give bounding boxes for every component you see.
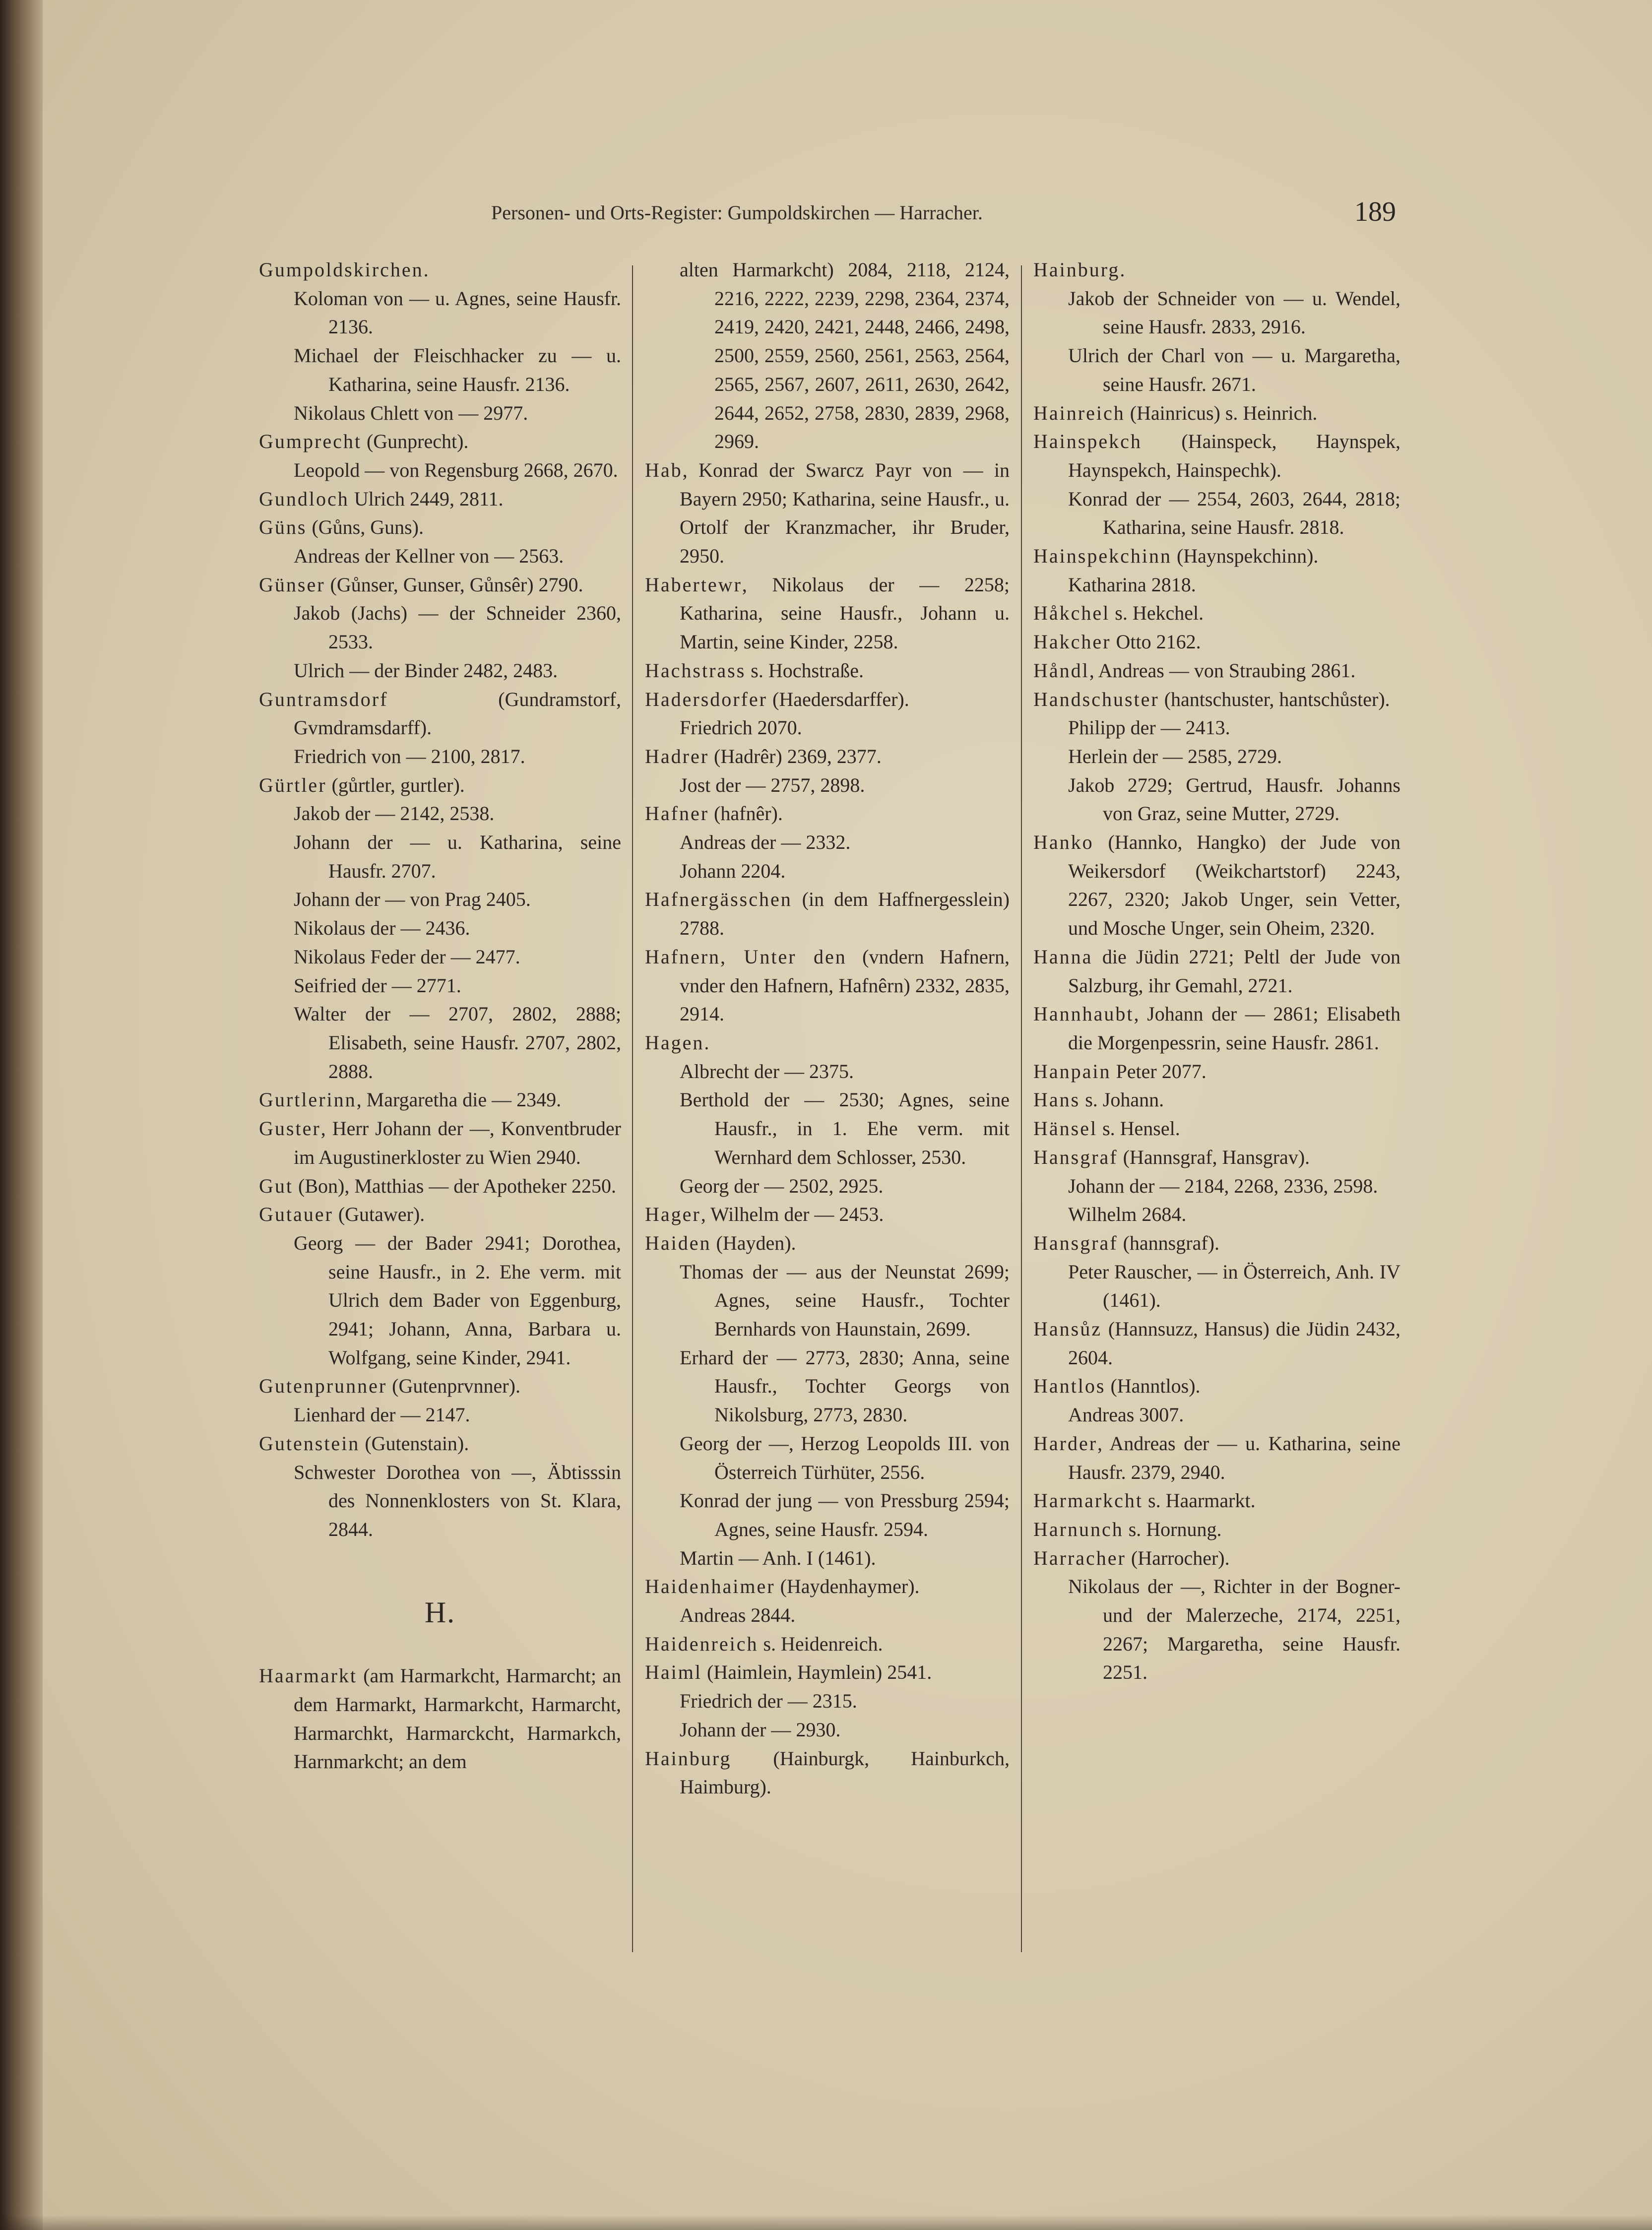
index-entry (1033, 685, 1400, 714)
index-entry (645, 456, 1010, 571)
index-entry (1033, 1000, 1400, 1057)
index-headword: Hainburg (645, 1747, 732, 1770)
index-subentry (259, 1000, 621, 1085)
index-text: (Gunprecht). (361, 430, 469, 453)
index-entry (645, 1572, 1010, 1601)
index-headword: Håndl (1033, 659, 1089, 682)
index-entry (259, 1085, 621, 1114)
index-headword: Harmarkcht (1033, 1489, 1144, 1512)
index-entry (1033, 943, 1400, 1000)
index-subentry (1033, 284, 1400, 341)
index-text: Albrecht der — 2375. (680, 1060, 854, 1083)
index-subentry (1033, 485, 1400, 542)
index-entry (1033, 1085, 1400, 1114)
index-entry (1033, 427, 1400, 484)
index-subentry (259, 799, 621, 828)
index-text: Georg der —, Herzog Leopolds III. von Österreich Türhüter, 2556. (680, 1432, 1010, 1483)
index-subentry (1033, 571, 1400, 599)
index-text: Nikolaus Feder der — 2477. (294, 945, 520, 968)
index-text: (hannsgraf). (1118, 1231, 1219, 1254)
index-text: Jakob (Jachs) — der Schneider 2360, 2533. (294, 602, 621, 653)
index-subentry (1033, 1401, 1400, 1429)
index-headword: Hadrer (645, 745, 709, 767)
index-headword: Gundloch (259, 487, 349, 510)
index-text: s. Heidenreich. (758, 1632, 883, 1655)
index-headword: Hainburg. (1033, 258, 1127, 281)
index-entry (1033, 1515, 1400, 1544)
index-text: (Hainburgk, Hainburkch, Haimburg). (680, 1747, 1010, 1798)
index-entry (645, 1200, 1010, 1229)
index-headword: Haarmarkt (259, 1664, 358, 1687)
index-subentry (1033, 1172, 1400, 1201)
index-text: Schwester Dorothea von —, Äbtisssin des Nonnenklosters von St. Klara, 2844. (294, 1461, 621, 1540)
index-subentry (645, 1687, 1010, 1716)
index-headword: Gumpoldskirchen. (259, 258, 430, 281)
index-subentry (259, 828, 621, 885)
index-entry (1033, 255, 1400, 284)
index-subentry (645, 1172, 1010, 1201)
index-text: alten Harmarkcht) 2084, 2118, 2124, 2216, 2222, 2239, 2298, 2364, 2374, 2419, 2420, 2421, 2448, 2466, 2498, 2500, 2559, 2560, 2561, 2563, 2564, 2565, 2567, 2607, 2611, 2630, 2642, 2644, 2652, 2758, 2830, 2839, 2968, 2969. (680, 258, 1010, 453)
index-headword: Günser (259, 573, 325, 596)
index-text: Seifried der — 2771. (294, 974, 461, 997)
index-entry (645, 1028, 1010, 1057)
index-headword: Güns (259, 516, 307, 539)
index-subentry (259, 943, 621, 971)
index-headword: Gurtlerinn (259, 1088, 357, 1111)
index-headword: Hainspekch (1033, 430, 1142, 453)
index-entry (259, 1661, 621, 1776)
index-text: s. Haarmarkt. (1143, 1489, 1256, 1512)
page-bottom-edge (0, 2215, 1652, 2230)
index-entry (1033, 1057, 1400, 1086)
index-headword: Håkchel (1033, 602, 1110, 625)
index-text: (in dem Haffnergesslein) 2788. (680, 888, 1010, 940)
index-text: Konrad der jung — von Pressburg 2594; Agnes, seine Hausfr. 2594. (680, 1489, 1010, 1540)
index-text: Peter Rauscher, — in Österreich, Anh. IV (1461). (1068, 1260, 1400, 1312)
index-subentry (645, 771, 1010, 800)
index-headword: Hainreich (1033, 401, 1125, 424)
index-text: Jakob 2729; Gertrud, Hausfr. Johanns von Graz, seine Mutter, 2729. (1068, 773, 1400, 825)
index-subentry (1033, 1200, 1400, 1229)
index-entry (259, 1372, 621, 1401)
index-text: (Hainricus) s. Heinrich. (1125, 401, 1318, 424)
index-text: (Gutenstain). (360, 1432, 469, 1455)
index-headword: Handschuster (1033, 688, 1159, 710)
index-text: (am Harmarkcht, Harmarcht; an dem Harmarkt, Harmarkcht, Harmarcht, Harmarchkt, Harmarckcht, Harmarkch, Harnmarkcht; an dem (294, 1664, 621, 1773)
index-headword: Hafnergässchen (645, 888, 792, 911)
index-text: Johann der — 2930. (680, 1718, 841, 1741)
index-subentry (645, 255, 1010, 456)
index-headword: Gumprecht (259, 430, 362, 453)
index-headword: Habertewr (645, 573, 742, 596)
index-headword: Hadersdorfer (645, 688, 767, 710)
index-entry (259, 771, 621, 800)
index-headword: Hanna (1033, 945, 1093, 968)
index-headword: Harnunch (1033, 1518, 1124, 1540)
index-subentry (259, 284, 621, 341)
index-headword: Haiml (645, 1661, 702, 1684)
section-letter (259, 1595, 621, 1629)
index-column-middle (645, 255, 1010, 1801)
index-subentry (259, 885, 621, 914)
page-number: 189 (1354, 196, 1396, 227)
index-text: (Bon), Matthias — der Apotheker 2250. (293, 1174, 616, 1197)
index-subentry (645, 857, 1010, 886)
index-subentry (259, 542, 621, 571)
index-text: s. Johann. (1080, 1088, 1164, 1111)
index-entry (1033, 1114, 1400, 1143)
index-entry (645, 571, 1010, 656)
index-entry (1033, 628, 1400, 656)
index-text: , Andreas — von Straubing 2861. (1089, 659, 1356, 682)
index-headword: Hanpain (1033, 1060, 1111, 1083)
index-entry (1033, 1315, 1400, 1372)
index-subentry (259, 742, 621, 771)
index-headword: Hansgraf (1033, 1231, 1118, 1254)
index-text: Ulrich — der Binder 2482, 2483. (294, 659, 558, 682)
index-entry (259, 1200, 621, 1229)
index-headword: Hannhaubt (1033, 1003, 1134, 1025)
index-subentry (1033, 1572, 1400, 1687)
index-headword: Hab (645, 458, 683, 481)
index-headword: Guster (259, 1117, 321, 1140)
index-text: , Margaretha die — 2349. (356, 1088, 562, 1111)
index-text: s. Hochstraße. (746, 659, 864, 682)
index-text: , Wilhelm der — 2453. (700, 1203, 884, 1226)
index-headword: Hagen. (645, 1031, 711, 1054)
index-text: Jakob der Schneider von — u. Wendel, seine Hausfr. 2833, 2916. (1068, 287, 1400, 338)
index-text: Ulrich der Charl von — u. Margaretha, seine Hausfr. 2671. (1068, 344, 1400, 395)
index-text: Johann der — von Prag 2405. (294, 888, 531, 911)
index-headword: Gutenprunner (259, 1375, 387, 1398)
index-text: (Haydenhaymer). (775, 1575, 920, 1598)
index-text: s. Hensel. (1097, 1117, 1180, 1140)
index-subentry (1033, 771, 1400, 828)
index-text: Herlein der — 2585, 2729. (1068, 745, 1282, 767)
index-subentry (645, 1085, 1010, 1171)
index-entry (259, 1172, 621, 1201)
index-headword: Hakcher (1033, 631, 1111, 653)
index-subentry (259, 971, 621, 1000)
index-subentry (645, 1601, 1010, 1630)
index-text: (Hadrêr) 2369, 2377. (709, 745, 882, 767)
running-title: Personen- und Orts-Register: Gumpoldskirchen — Harracher. (491, 201, 983, 224)
index-text: (Haynspekchinn). (1171, 545, 1319, 568)
index-text: (Gůns, Guns). (307, 516, 424, 539)
index-headword: Gutenstein (259, 1432, 360, 1455)
index-subentry (645, 1343, 1010, 1429)
index-entry (1033, 399, 1400, 428)
index-entry (1033, 1372, 1400, 1401)
index-text: Thomas der — aus der Neunstat 2699; Agnes, seine Hausfr., Tochter Bernhards von Haunstain, 2699. (680, 1260, 1010, 1340)
index-entry (645, 685, 1010, 714)
index-text: Wilhelm 2684. (1068, 1203, 1187, 1226)
index-entry (1033, 828, 1400, 943)
index-entry (1033, 1143, 1400, 1172)
index-text: Katharina 2818. (1068, 573, 1196, 596)
book-spine-shadow (0, 0, 43, 2230)
index-text: (Gutawer). (333, 1203, 425, 1226)
index-subentry (259, 341, 621, 398)
index-text: Nikolaus Chlett von — 2977. (294, 401, 528, 424)
index-subentry (1033, 742, 1400, 771)
index-subentry (259, 1401, 621, 1429)
index-text: (gůrtler, gurtler). (326, 773, 465, 796)
index-headword: Haidenhaimer (645, 1575, 775, 1598)
index-headword: Hansůz (1033, 1318, 1102, 1340)
index-entry (645, 885, 1010, 942)
index-text: Georg — der Bader 2941; Dorothea, seine Hausfr., in 2. Ehe verm. mit Ulrich dem Bader von Eggenburg, 2941; Johann, Anna, Barbara u. Wolfgang, seine Kinder, 2941. (294, 1231, 621, 1369)
index-text: (Gůnser, Gunser, Gůnsêr) 2790. (325, 573, 583, 596)
index-headword: Hachstrass (645, 659, 746, 682)
index-subentry (645, 1057, 1010, 1086)
index-subentry (259, 456, 621, 485)
index-entry (645, 1630, 1010, 1658)
index-headword: Harder (1033, 1432, 1098, 1455)
index-entry (1033, 599, 1400, 628)
index-entry (259, 513, 621, 542)
index-text: (hantschuster, hantschůster). (1159, 688, 1390, 710)
index-entry (1033, 1229, 1400, 1258)
index-entry (259, 1429, 621, 1458)
index-headword: Guntramsdorf (259, 688, 388, 710)
index-text: Koloman von — u. Agnes, seine Hausfr. 2136. (294, 287, 621, 338)
index-text: Georg der — 2502, 2925. (680, 1174, 884, 1197)
index-entry (259, 1114, 621, 1171)
index-text: Andreas 2844. (680, 1604, 796, 1627)
index-subentry (645, 828, 1010, 857)
index-text: Friedrich von — 2100, 2817. (294, 745, 525, 767)
index-headword: Hainspekchinn (1033, 545, 1172, 568)
index-entry (645, 656, 1010, 685)
index-text: Ulrich 2449, 2811. (349, 487, 504, 510)
index-text: Nikolaus der — 2436. (294, 917, 470, 940)
index-text: Leopold — von Regensburg 2668, 2670. (294, 458, 618, 481)
index-text: (Hannsuzz, Hansus) die Jüdin 2432, 2604. (1068, 1318, 1400, 1369)
index-entry (259, 485, 621, 513)
index-text: Erhard der — 2773, 2830; Anna, seine Hausfr., Tochter Georgs von Nikolsburg, 2773, 2830. (680, 1346, 1010, 1426)
column-divider-left (632, 265, 633, 1952)
index-subentry (259, 1229, 621, 1372)
index-entry (259, 427, 621, 456)
index-subentry (1033, 1258, 1400, 1315)
index-subentry (645, 1544, 1010, 1573)
index-text: Johann der — u. Katharina, seine Hausfr. 2707. (294, 831, 621, 882)
index-subentry (645, 1486, 1010, 1543)
index-text: Andreas der — 2332. (680, 831, 851, 854)
index-subentry (645, 1258, 1010, 1343)
index-text: Johann 2204. (680, 859, 786, 882)
index-text: die Jüdin 2721; Peltl der Jude von Salzburg, ihr Gemahl, 2721. (1068, 945, 1400, 997)
column-divider-right (1021, 265, 1022, 1952)
index-subentry (259, 399, 621, 428)
index-entry (645, 1744, 1010, 1801)
index-text: (Gutenprvnner). (387, 1375, 520, 1398)
index-text: Michael der Fleischhacker zu — u. Katharina, seine Hausfr. 2136. (294, 344, 621, 395)
index-subentry (259, 914, 621, 943)
index-text: Lienhard der — 2147. (294, 1403, 470, 1426)
index-entry (1033, 1486, 1400, 1515)
index-text: Andreas der Kellner von — 2563. (294, 545, 564, 568)
index-text: (vndern Hafnern, vnder den Hafnern, Hafnêrn) 2332, 2835, 2914. (680, 945, 1010, 1025)
index-text: Konrad der — 2554, 2603, 2644, 2818; Katharina, seine Hausfr. 2818. (1068, 487, 1400, 539)
index-headword: Hager (645, 1203, 701, 1226)
index-headword: Hanko (1033, 831, 1094, 854)
index-headword: Haiden (645, 1231, 711, 1254)
index-entry (259, 571, 621, 599)
index-entry (1033, 1429, 1400, 1486)
index-text: (Hannsgraf, Hansgrav). (1118, 1146, 1310, 1168)
index-text: Friedrich 2070. (680, 716, 802, 739)
index-entry (645, 943, 1010, 1028)
index-text: (Hainspeck, Haynspek, Haynspekch, Hainspechk). (1068, 430, 1400, 481)
index-text: Nikolaus der —, Richter in der Bogner- und der Malerzeche, 2174, 2251, 2267; Margaretha, seine Hausfr. 2251. (1068, 1575, 1400, 1684)
index-text: (Hannko, Hangko) der Jude von Weikersdorf (Weikchartstorf) 2243, 2267, 2320; Jakob Unger, sein Vetter, und Mosche Unger, sein Oheim, 2320. (1068, 831, 1400, 940)
index-entry (645, 799, 1010, 828)
index-column-left (259, 255, 621, 1776)
index-subentry (259, 656, 621, 685)
index-headword: Haidenreich (645, 1632, 759, 1655)
index-headword: Hantlos (1033, 1375, 1106, 1398)
index-entry (1033, 656, 1400, 685)
index-entry (1033, 542, 1400, 571)
index-text: (Hanntlos). (1105, 1375, 1201, 1398)
index-text: (Haedersdarffer). (767, 688, 909, 710)
index-text: (Harrocher). (1126, 1546, 1230, 1569)
index-headword: Hafner (645, 802, 709, 825)
index-text: (Hayden). (711, 1231, 796, 1254)
index-subentry (645, 713, 1010, 742)
index-subentry (645, 1716, 1010, 1744)
index-text: Jakob der — 2142, 2538. (294, 802, 495, 825)
index-text: , Herr Johann der —, Konventbruder im Augustinerkloster zu Wien 2940. (294, 1117, 621, 1168)
index-headword: Hansgraf (1033, 1146, 1118, 1168)
index-entry (645, 742, 1010, 771)
index-text: Peter 2077. (1111, 1060, 1207, 1083)
index-entry (259, 685, 621, 742)
index-text: , Johann der — 2861; Elisabeth die Morgenpessrin, seine Hausfr. 2861. (1068, 1003, 1400, 1054)
index-text: Otto 2162. (1111, 631, 1201, 653)
index-text: (hafnêr). (709, 802, 783, 825)
index-text: Walter der — 2707, 2802, 2888; Elisabeth, seine Hausfr. 2707, 2802, 2888. (294, 1003, 621, 1083)
index-headword: Hans (1033, 1088, 1080, 1111)
index-text: , Nikolaus der — 2258; Katharina, seine Hausfr., Johann u. Martin, seine Kinder, 2258. (680, 573, 1010, 653)
index-text: (Gundramstorf, Gvmdramsdarff). (294, 688, 621, 739)
index-column-right (1033, 255, 1400, 1687)
index-headword: Harracher (1033, 1546, 1126, 1569)
index-text: Friedrich der — 2315. (680, 1690, 857, 1713)
index-subentry (645, 1429, 1010, 1486)
index-headword: Gürtler (259, 773, 327, 796)
index-headword: Gut (259, 1174, 293, 1197)
index-subentry (259, 599, 621, 656)
index-text: s. Hekchel. (1110, 602, 1204, 625)
index-entry (645, 1229, 1010, 1258)
index-headword: Hänsel (1033, 1117, 1098, 1140)
index-text: s. Hornung. (1123, 1518, 1222, 1540)
index-text: Jost der — 2757, 2898. (680, 773, 865, 796)
index-subentry (1033, 713, 1400, 742)
index-text: H. (424, 1595, 456, 1629)
index-entry (1033, 1544, 1400, 1573)
index-text: Berthold der — 2530; Agnes, seine Hausfr., in 1. Ehe verm. mit Wernhard dem Schlosser, 2530. (680, 1088, 1010, 1168)
index-headword: Hafnern, Unter den (645, 945, 847, 968)
index-text: (Haimlein, Haymlein) 2541. (701, 1661, 932, 1684)
index-text: , Andreas der — u. Katharina, seine Hausfr. 2379, 2940. (1068, 1432, 1400, 1483)
index-text: Johann der — 2184, 2268, 2336, 2598. (1068, 1174, 1378, 1197)
index-subentry (259, 1458, 621, 1544)
index-entry (645, 1658, 1010, 1687)
index-subentry (1033, 341, 1400, 398)
index-text: , Konrad der Swarcz Payr von — in Bayern 2950; Katharina, seine Hausfr., u. Ortolf der Kranzmacher, ihr Bruder, 2950. (680, 458, 1010, 568)
index-text: Martin — Anh. I (1461). (680, 1546, 876, 1569)
index-entry (259, 255, 621, 284)
index-text: Andreas 3007. (1068, 1403, 1184, 1426)
index-headword: Gutauer (259, 1203, 333, 1226)
index-text: Philipp der — 2413. (1068, 716, 1230, 739)
